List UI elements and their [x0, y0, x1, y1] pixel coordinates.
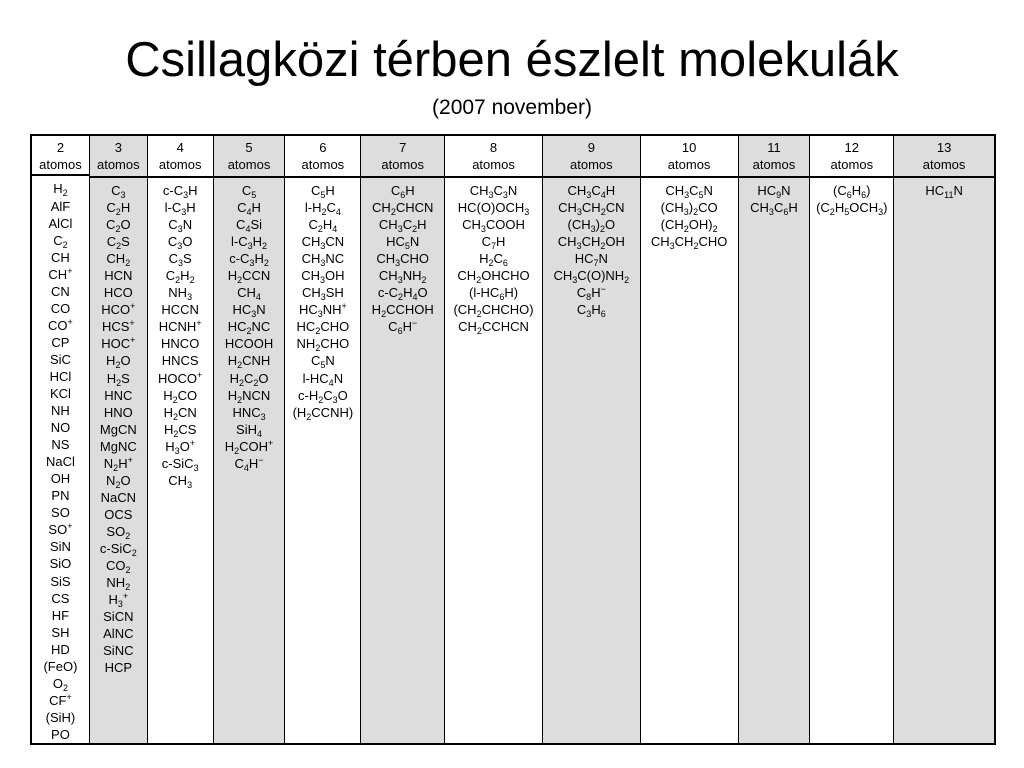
molecule-cell: $c-C_2H_4O$ [377, 285, 428, 303]
molecule-list [148, 178, 213, 489]
molecule-cell: CH [51, 249, 70, 265]
molecule-cell: HD [51, 641, 70, 657]
molecule-cell: $H_3O^+$ [165, 437, 196, 456]
molecule-cell: $H_2CCN$ [227, 268, 271, 286]
molecule-cell: $HC_9N$ [757, 183, 791, 200]
page-title: Csillagközi térben észlelt molekulák [125, 33, 899, 87]
molecule-cell: $CH_2CCHCN$ [458, 319, 529, 337]
column-header [148, 136, 213, 178]
column-2-atomos [32, 136, 90, 743]
molecule-cell: $C_3N$ [168, 217, 193, 235]
column-10-atomos [641, 136, 739, 743]
molecule-cell: (FeO) [43, 658, 78, 674]
molecule-cell: $l-H_2C_4$ [304, 200, 341, 218]
molecule-list [285, 178, 360, 421]
molecule-cell: CH+ [48, 265, 73, 282]
molecule-cell: $C_2S$ [106, 234, 130, 252]
molecule-cell: $H_2CNH$ [227, 353, 271, 371]
molecule-cell: $H_2O$ [106, 353, 131, 371]
molecule-cell: $CH_3$ [168, 472, 193, 490]
atom-count: 3 [114, 140, 122, 155]
molecule-cell: $SO_2$ [106, 523, 131, 541]
molecule-cell: $HC_3N$ [232, 302, 266, 320]
molecule-cell: $CH_3CH_2CN$ [558, 200, 625, 218]
molecule-cell: $C_5$ [241, 183, 257, 200]
column-3-atomos [90, 136, 148, 743]
molecule-cell: $HC_5N$ [386, 234, 420, 252]
molecule-cell: AlCl [48, 215, 73, 231]
molecule-cell: $H_2$ [53, 181, 68, 199]
column-header [32, 136, 89, 176]
molecule-cell: CO+ [48, 316, 73, 333]
atom-count: 10 [681, 140, 697, 155]
molecule-cell: $C_2H_2$ [165, 268, 195, 286]
molecule-cell: HOCO+ [158, 369, 203, 386]
molecule-cell: HF [51, 607, 70, 623]
molecule-cell: PN [51, 488, 70, 504]
molecule-cell: $C_5H$ [310, 183, 335, 200]
molecule-cell: $l-C_3H$ [164, 200, 196, 218]
molecule-cell: HCOOH [224, 336, 274, 352]
molecule-cell: SiO [49, 556, 72, 572]
molecule-cell: $HC_3NH^+$ [298, 301, 347, 320]
molecule-cell: $HC_{11}N$ [925, 183, 963, 200]
column-13-atomos [894, 136, 994, 743]
molecule-cell: $C_8H^-$ [576, 284, 606, 303]
atom-count-label: atomos [381, 157, 425, 172]
molecule-cell: MgCN [99, 421, 137, 437]
molecule-cell: NO [50, 420, 71, 436]
molecule-cell: SiC [49, 351, 71, 367]
molecule-cell: SiNC [103, 643, 134, 659]
molecule-cell: $NH_2CHO$ [296, 336, 350, 354]
molecule-cell: SiN [49, 539, 71, 555]
molecule-cell: $H_2C_2O$ [229, 370, 269, 388]
molecule-cell: $CH_3NH_2$ [378, 268, 427, 286]
molecule-cell: $(l-HC_6H)$ [468, 285, 519, 303]
molecule-cell: OCS [104, 506, 133, 522]
molecule-cell: CS [51, 590, 70, 606]
molecule-list [894, 178, 994, 199]
molecule-table [30, 134, 996, 745]
molecule-cell: HOC+ [101, 335, 136, 352]
molecule-cell: $NH_2$ [106, 575, 131, 593]
atom-count-label: atomos [752, 157, 796, 172]
molecule-cell: $(C_6H_6)$ [833, 183, 871, 200]
molecule-cell: PO [51, 726, 70, 742]
column-header [214, 136, 285, 178]
molecule-cell: CN [51, 283, 70, 299]
molecule-cell: NaCN [100, 489, 137, 505]
molecule-cell: HCCN [161, 302, 199, 318]
molecule-cell: (SiH) [45, 709, 76, 725]
molecule-cell: MgNC [99, 438, 137, 454]
molecule-cell: $(CH_2CHCHO)$ [453, 302, 534, 320]
molecule-cell: $HC(O)OCH_3$ [457, 200, 530, 218]
molecule-cell: $H_2CO$ [163, 387, 198, 405]
molecule-cell: AlF [50, 198, 71, 214]
column-12-atomos [810, 136, 894, 743]
column-5-atomos [214, 136, 286, 743]
molecule-cell: $C_7H$ [481, 234, 506, 252]
molecule-list [90, 178, 147, 676]
column-header [894, 136, 994, 178]
molecule-cell: NH [51, 403, 70, 419]
molecule-cell: SO [51, 505, 70, 521]
molecule-cell: $C_2$ [53, 232, 68, 250]
atom-count-label: atomos [667, 157, 711, 172]
molecule-cell: $HC_2CHO$ [296, 319, 350, 337]
molecule-cell: HNC [104, 387, 133, 403]
molecule-cell: $HC_7N$ [574, 251, 608, 269]
molecule-cell: $CH_3C_3N$ [469, 183, 518, 200]
molecule-cell: $CH_2$ [106, 251, 131, 269]
atom-count-label: atomos [301, 157, 345, 172]
molecule-cell: $CH_3C_6H$ [750, 200, 798, 218]
molecule-cell: $C_6H^-$ [388, 318, 418, 337]
molecule-list [214, 178, 285, 472]
molecule-cell: CO [50, 300, 71, 316]
molecule-cell: $C_2H_4$ [308, 217, 338, 235]
molecule-cell: $C_6H$ [390, 183, 415, 200]
molecule-list [32, 176, 89, 743]
column-header [90, 136, 147, 178]
molecule-cell: HCNH+ [158, 318, 202, 335]
molecule-cell: SO+ [48, 521, 73, 538]
molecule-cell: HCl [49, 368, 72, 384]
molecule-list [361, 178, 444, 335]
molecule-cell: NaCl [45, 454, 75, 470]
molecule-cell: $C_5N$ [310, 353, 335, 371]
molecule-cell: $N_2H^+$ [103, 454, 133, 473]
molecule-cell: $CH_3C_4H$ [567, 183, 616, 200]
molecule-cell: OH [50, 471, 71, 487]
column-4-atomos [148, 136, 214, 743]
molecule-cell: $CH_3COOH$ [462, 217, 525, 235]
atom-count-label: atomos [227, 157, 271, 172]
molecule-cell: SiH$_4$ [236, 421, 263, 439]
molecule-cell: $CH_3C_2H$ [378, 217, 427, 235]
molecule-cell: HNO [103, 404, 133, 420]
column-header [543, 136, 640, 178]
column-header [641, 136, 738, 178]
molecule-cell: $C_2O$ [106, 217, 131, 235]
molecule-cell: $CH_4$ [237, 285, 261, 303]
molecule-cell: HCS+ [101, 318, 135, 335]
column-8-atomos [445, 136, 543, 743]
molecule-cell: $C_4Si$ [236, 217, 263, 235]
molecule-cell: $(C_2H_5OCH_3)$ [816, 200, 888, 218]
molecule-cell: HCO [103, 285, 133, 301]
molecule-cell: $N_2O$ [106, 472, 131, 490]
molecule-cell: $CH_3SH$ [301, 285, 344, 303]
molecule-cell: $(CH_3)_2O$ [567, 217, 616, 235]
column-6-atomos [285, 136, 361, 743]
molecule-cell: $(H_2CCNH)$ [292, 404, 354, 422]
molecule-cell: $H_2CN$ [163, 404, 197, 422]
molecule-cell: $CH_3OH$ [301, 268, 345, 286]
molecule-cell: $H_3^+$ [108, 591, 129, 610]
molecule-cell: $C_3$ [111, 183, 126, 200]
atom-count-label: atomos [96, 157, 140, 172]
column-header [285, 136, 360, 178]
atom-count: 11 [767, 140, 781, 155]
atom-count: 12 [844, 140, 859, 155]
column-header [810, 136, 893, 178]
molecule-cell: $CH_3C(O)NH_2$ [553, 268, 630, 286]
atom-count-label: atomos [922, 157, 966, 172]
molecule-cell: $CH_2CHCN$ [372, 200, 434, 218]
atom-count: 8 [489, 140, 498, 155]
molecule-cell: $H_2NCN$ [227, 387, 271, 405]
molecule-cell: $O_2$ [52, 675, 68, 693]
column-11-atomos [739, 136, 811, 743]
atom-count: 5 [245, 140, 253, 155]
molecule-cell: $C_4H$ [237, 200, 261, 218]
molecule-cell: c-SiC$_2$ [99, 540, 137, 558]
molecule-cell: CF+ [49, 691, 72, 708]
atom-count-label: atomos [570, 157, 613, 172]
molecule-cell: $H_2CS$ [163, 421, 197, 439]
molecule-cell: $HNC_3$ [232, 404, 266, 422]
atom-count: 9 [587, 140, 595, 155]
molecule-cell: $CH_3CHO$ [376, 251, 430, 269]
atom-count-label: atomos [472, 157, 515, 172]
molecule-cell: HCN [104, 268, 133, 284]
atom-count-label: atomos [830, 157, 874, 172]
molecule-cell: $(CH_2OH)_2$ [660, 217, 718, 235]
page-subtitle: (2007 november) [432, 96, 592, 119]
column-header [361, 136, 444, 178]
molecule-cell: $l-C_3H_2$ [231, 234, 268, 252]
molecule-cell: $C_3H_6$ [576, 302, 606, 320]
molecule-cell: $CH_3NC$ [301, 251, 345, 269]
molecule-cell: HNCS [161, 353, 199, 369]
molecule-list [810, 178, 893, 216]
molecule-cell: $c-C_3H_2$ [229, 251, 269, 269]
molecule-cell: $l-HC_4N$ [302, 370, 344, 388]
molecule-cell: $NH_3$ [168, 285, 193, 303]
column-7-atomos [361, 136, 445, 743]
molecule-cell: SiS [50, 573, 71, 589]
atom-count: 4 [176, 140, 184, 155]
molecule-cell: $H_2S$ [106, 370, 130, 388]
column-9-atomos [543, 136, 641, 743]
molecule-cell: $CO_2$ [106, 558, 131, 576]
molecule-cell: $C_3S$ [168, 251, 192, 269]
molecule-cell: $CH_3CH_2CHO$ [650, 234, 728, 252]
molecule-cell: AlNC [103, 626, 134, 642]
molecule-cell: HCO+ [101, 301, 136, 318]
molecule-cell: $c-C_3H$ [162, 183, 198, 200]
column-header [739, 136, 810, 178]
molecule-list [739, 178, 810, 216]
atom-count-label: atomos [39, 157, 82, 172]
molecule-cell: $C_4H^-$ [234, 454, 264, 473]
atom-count: 13 [936, 140, 952, 155]
molecule-cell: $CH_2OHCHO$ [457, 268, 530, 286]
molecule-cell: $CH_3CH_2OH$ [557, 234, 625, 252]
molecule-cell: $H_2COH^+$ [224, 437, 274, 456]
molecule-cell: KCl [49, 386, 71, 402]
molecule-cell: SH [51, 624, 70, 640]
molecule-cell: $HC_2NC$ [227, 319, 271, 337]
molecule-cell: HNCO [161, 336, 200, 352]
molecule-cell: HCP [104, 660, 133, 676]
molecule-cell: $C_2H$ [106, 200, 131, 218]
molecule-cell: NS [51, 437, 70, 453]
molecule-cell: $c-H_2C_3O$ [297, 387, 348, 405]
molecule-cell: c-SiC$_3$ [161, 455, 199, 473]
molecule-cell: $H_2C_6$ [479, 251, 508, 269]
molecule-cell: $(CH_3)_2CO$ [660, 200, 718, 218]
molecule-list [641, 178, 738, 250]
molecule-cell: $CH_3CN$ [301, 234, 345, 252]
molecule-list [543, 178, 640, 318]
molecule-cell: $C_3O$ [167, 234, 193, 252]
atom-count: 7 [399, 140, 407, 155]
molecule-list [445, 178, 542, 335]
molecule-cell: CP [51, 334, 70, 350]
atom-count: 2 [56, 140, 65, 155]
column-header [445, 136, 542, 178]
molecule-cell: $CH_3C_5N$ [665, 183, 713, 200]
molecule-cell: SiCN [103, 609, 134, 625]
atom-count: 6 [319, 140, 327, 155]
atom-count-label: atomos [158, 157, 202, 172]
molecule-cell: $H_2CCHOH$ [371, 302, 434, 320]
